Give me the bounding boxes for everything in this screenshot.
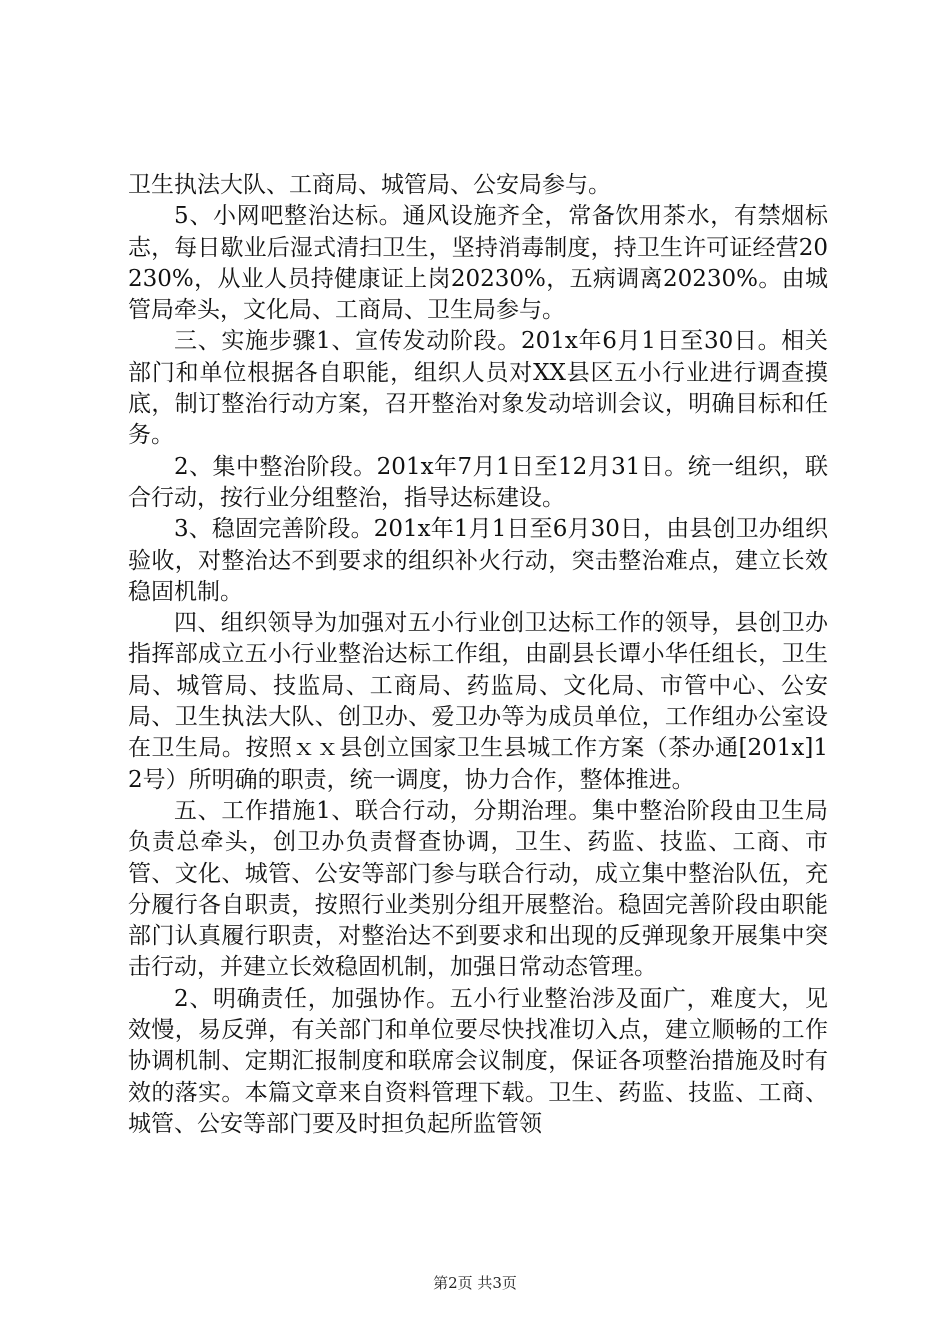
paragraph-8: 2、明确责任，加强协作。五小行业整治涉及面广，难度大，见效慢，易反弹，有关部门和单位要尽快找准切入点，建立顺畅的工作协调机制、定期汇报制度和联席会议制度，保证各项整治措施及时有效的落实。本篇文章来自资料管理下载。卫生、药监、技监、工商、城管、公安等部门要及时担负起所监管领 xyxy=(128,985,828,1137)
document-body xyxy=(128,170,828,1140)
paragraph-3: 三、实施步骤1、宣传发动阶段。201x年6月1日至30日。相关部门和单位根据各自职能，组织人员对XX县区五小行业进行调查摸底，制订整治行动方案，召开整治对象发动培训会议，明确目标和任务。 xyxy=(128,328,828,449)
page-footer: 第2页 共3页 xyxy=(433,1274,517,1292)
paragraph-2: 5、小网吧整治达标。通风设施齐全，常备饮用茶水，有禁烟标志，每日歇业后湿式清扫卫生，坚持消毒制度，持卫生许可证经营20230%，从业人员持健康证上岗20230%，五病调离20230%。由城管局牵头，文化局、工商局、卫生局参与。 xyxy=(128,203,828,324)
paragraph-5: 3、稳固完善阶段。201x年1月1日至6月30日，由县创卫办组织验收，对整治达不到要求的组织补火行动，突击整治难点，建立长效稳固机制。 xyxy=(128,516,828,605)
paragraph-1: 卫生执法大队、工商局、城管局、公安局参与。 xyxy=(128,172,611,198)
paragraph-4: 2、集中整治阶段。201x年7月1日至12月31日。统一组织，联合行动，按行业分组整治，指导达标建设。 xyxy=(128,453,828,511)
paragraph-7: 五、工作措施1、联合行动，分期治理。集中整治阶段由卫生局负责总牵头，创卫办负责督查协调，卫生、药监、技监、工商、市管、文化、城管、公安等部门参与联合行动，成立集中整治队伍，充分履行各自职责，按照行业类别分组开展整治。稳固完善阶段由职能部门认真履行职责，对整治达不到要求和出现的反弹现象开展集中突击行动，并建立长效稳固机制，加强日常动态管理。 xyxy=(128,797,828,981)
paragraph-6: 四、组织领导为加强对五小行业创卫达标工作的领导，县创卫办指挥部成立五小行业整治达标工作组，由副县长谭小华任组长，卫生局、城管局、技监局、工商局、药监局、文化局、市管中心、公安局、卫生执法大队、创卫办、爱卫办等为成员单位，工作组办公室设在卫生局。按照ｘｘ县创立国家卫生县城工作方案（茶办通[201x]12号）所明确的职责，统一调度，协力合作，整体推进。 xyxy=(128,610,828,793)
